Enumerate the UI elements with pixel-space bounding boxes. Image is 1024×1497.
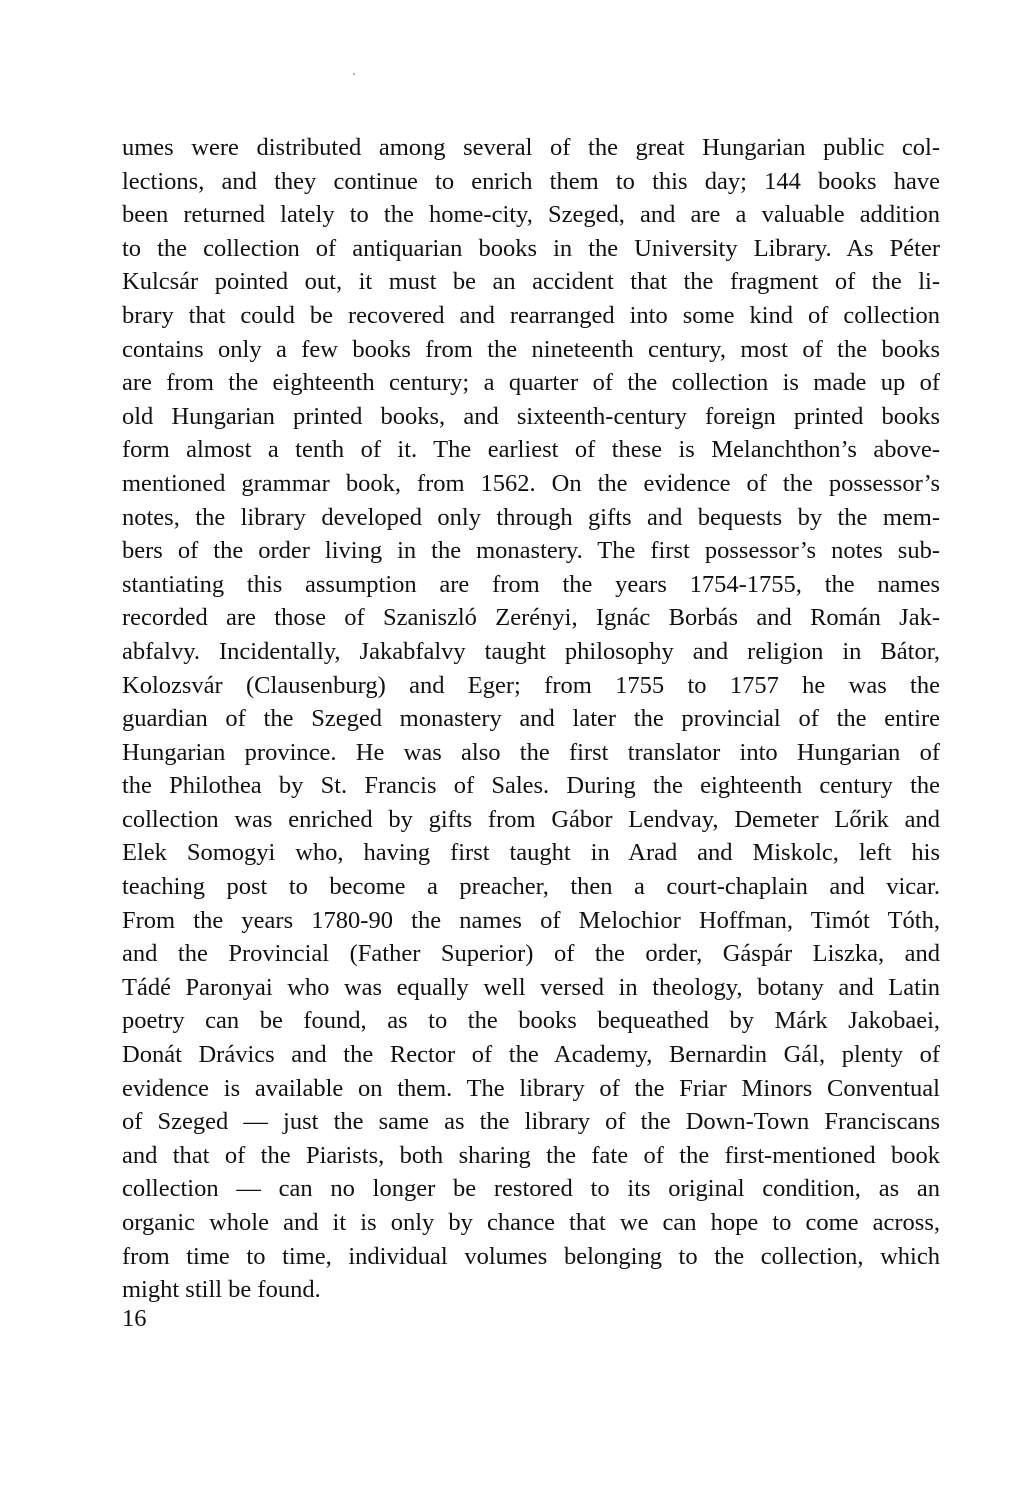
text-line: stantiating this assumption are from the years 1754-1755, the names: [122, 570, 940, 598]
text-line: and the Provincial (Father Superior) of the order, Gáspár Liszka, and: [122, 940, 940, 968]
text-line: might still be found.: [122, 1276, 321, 1304]
text-line: Kolozsvár (Clausenburg) and Eger; from 1755 to 1757 he was the: [122, 671, 940, 699]
text-line: notes, the library developed only through gifts and bequests by the mem-: [122, 503, 940, 531]
text-line: From the years 1780-90 the names of Melochior Hoffman, Timót Tóth,: [122, 906, 940, 934]
text-line: contains only a few books from the nineteenth century, most of the books: [122, 335, 940, 363]
text-line: Donát Drávics and the Rector of the Academy, Bernardin Gál, plenty of: [122, 1041, 940, 1069]
text-line: recorded are those of Szaniszló Zerényi, Ignác Borbás and Román Jak-: [122, 604, 940, 632]
text-line: Kulcsár pointed out, it must be an accident that the fragment of the li-: [122, 268, 940, 296]
text-line: teaching post to become a preacher, then a court-chaplain and vicar.: [122, 873, 940, 901]
text-line: been returned lately to the home-city, Szeged, and are a valuable addition: [122, 201, 940, 229]
text-line: brary that could be recovered and rearranged into some kind of collection: [122, 301, 940, 329]
text-line: organic whole and it is only by chance that we can hope to come across,: [122, 1209, 940, 1236]
text-line: abfalvy. Incidentally, Jakabfalvy taught philosophy and religion in Bátor,: [122, 637, 940, 665]
text-line: bers of the order living in the monastery. The first possessor’s notes sub-: [122, 537, 940, 565]
text-line: and that of the Piarists, both sharing the fate of the first-mentioned book: [122, 1141, 940, 1169]
text-line: umes were distributed among several of the great Hungarian public col-: [122, 134, 940, 161]
text-line: Tádé Paronyai who was equally well versed in theology, botany and Latin: [122, 973, 940, 1001]
text-line: from time to time, individual volumes belonging to the collection, which: [122, 1242, 940, 1270]
text-line: the Philothea by St. Francis of Sales. During the eighteenth century the: [122, 772, 940, 800]
body-paragraph: [122, 131, 940, 1307]
text-line: are from the eighteenth century; a quarter of the collection is made up of: [122, 369, 940, 397]
text-line: collection was enriched by gifts from Gábor Lendvay, Demeter Lőrik and: [122, 805, 940, 833]
text-line: of Szeged — just the same as the library of the Down-Town Franciscans: [122, 1108, 940, 1136]
text-line: mentioned grammar book, from 1562. On the evidence of the possessor’s: [122, 469, 940, 497]
text-line: to the collection of antiquarian books in the University Library. As Péter: [122, 234, 940, 262]
text-line: collection — can no longer be restored to its original condition, as an: [122, 1175, 940, 1203]
text-line: form almost a tenth of it. The earliest of these is Melanchthon’s above-: [122, 436, 940, 464]
text-line: Elek Somogyi who, having first taught in Arad and Miskolc, left his: [122, 839, 940, 867]
text-line: guardian of the Szeged monastery and later the provincial of the entire: [122, 705, 940, 733]
scan-speck: [353, 73, 355, 75]
text-line: old Hungarian printed books, and sixteenth-century foreign printed books: [122, 402, 940, 430]
text-line: poetry can be found, as to the books bequeathed by Márk Jakobaei,: [122, 1007, 940, 1035]
text-line: Hungarian province. He was also the first translator into Hungarian of: [122, 738, 940, 766]
text-line: evidence is available on them. The library of the Friar Minors Conventual: [122, 1074, 940, 1102]
page-number: 16: [122, 1305, 147, 1332]
text-line: lections, and they continue to enrich them to this day; 144 books have: [122, 167, 940, 195]
